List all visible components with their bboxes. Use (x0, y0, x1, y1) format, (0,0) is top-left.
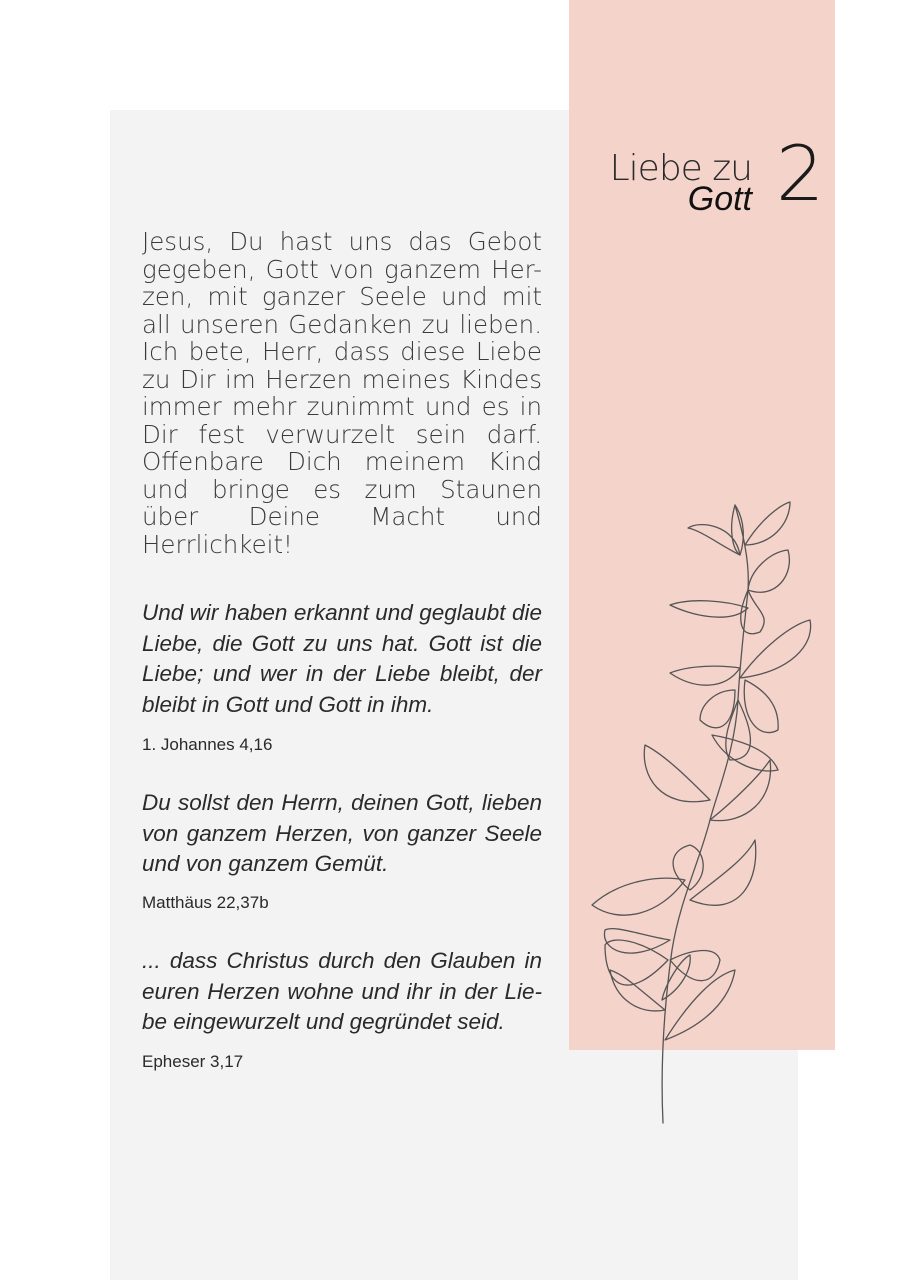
bible-verse-3: ... dass Christus durch den Glauben in euren Herzen wohne und ihr in der Lie-be eingewurzelt und gegründet seid. (142, 948, 542, 1034)
bible-verse-2: Du sollst den Herrn, deinen Gott, lieben von ganzem Herzen, von ganzer Seele und von ganzem Gemüt. (142, 790, 542, 876)
bible-verse-1: Und wir haben erkannt und geglaubt die Liebe, die Gott zu uns hat. Gott ist die Liebe; und wer in der Liebe bleibt, der bleibt in Gott und Gott in ihm. (142, 600, 542, 717)
chapter-heading (569, 0, 835, 240)
heading-line-1: Liebe zu (609, 148, 752, 189)
heading-line-2: Gott (687, 180, 752, 218)
verse-reference-3: Epheser 3,17 (142, 1052, 244, 1071)
verse-reference-2: Matthäus 22,37b (142, 893, 269, 912)
chapter-number: 2 (776, 129, 825, 218)
eucalyptus-branch-illustration (580, 490, 830, 1130)
verse-reference-1: 1. Johannes 4,16 (142, 735, 273, 754)
prayer-text: Jesus, Du hast uns das Gebot gegeben, Gott von ganzem Her-zen, mit ganzer Seele und mit all unseren Gedanken zu lieben. Ich bete, Herr, dass diese Liebe zu Dir im Herzen meines Kindes immer mehr zunimmt und es in Dir fest verwurzelt sein darf. Offenbare Dich meinem Kind und bringe es zum Staunen über Deine Macht und Herrlichkeit! (142, 227, 542, 559)
